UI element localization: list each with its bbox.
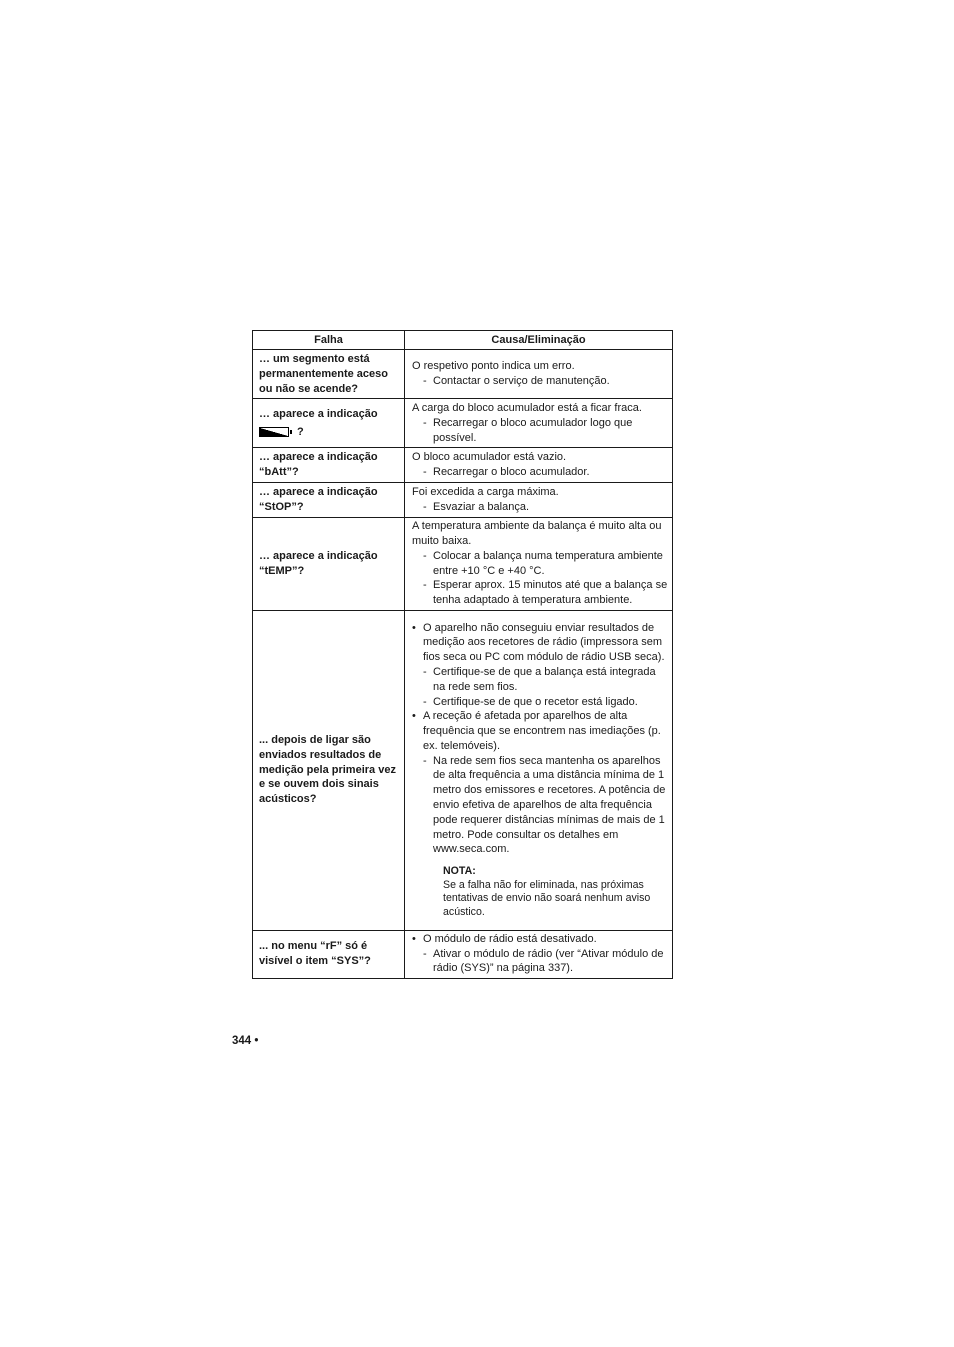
step-item: - Contactar o serviço de manutenção. [412, 374, 669, 389]
step-text: Recarregar o bloco acumulador logo que possível. [433, 416, 633, 444]
bullet-item: • A receção é afetada por aparelhos de alta frequência que se encontrem nas imediações (p. ex. telemóveis). [412, 709, 669, 753]
bullet-text: O aparelho não conseguiu enviar resultados de medição aos recetores de rádio (impressora sem fios seca ou PC com módulo de rádio USB seca). [423, 621, 665, 664]
step-text: Recarregar o bloco acumulador. [433, 466, 590, 479]
fault-suffix: ? [297, 426, 304, 439]
step-item: - Esvaziar a balança. [412, 500, 669, 515]
fault-cell: ... depois de ligar são enviados resultados de medição pela primeira vez e se ouvem dois sinais acústicos? [253, 610, 405, 930]
step-text: Colocar a balança numa temperatura ambiente entre +10 °C e +40 °C. [433, 549, 663, 577]
step-item: - Colocar a balança numa temperatura ambiente entre +10 °C e +40 °C. [412, 549, 669, 579]
step-text: Certifique-se de que a balança está integrada na rede sem fios. [433, 665, 656, 693]
table-row [253, 930, 673, 978]
step-text: Certifique-se de que o recetor está ligado. [433, 695, 638, 708]
cause-cell [405, 350, 673, 399]
battery-low-icon [259, 427, 289, 437]
cause-cell [405, 610, 673, 930]
note-text: Se a falha não for eliminada, nas próximas tentativas de envio não soará nenhum aviso acústico. [443, 878, 651, 919]
table-row [253, 399, 673, 448]
fault-cell: … um segmento está permanentemente aceso ou não se acende? [253, 350, 405, 399]
table-row [253, 350, 673, 399]
step-item: - Certifique-se de que a balança está integrada na rede sem fios. [412, 665, 669, 695]
cause-cell [405, 517, 673, 610]
note-title: NOTA: [443, 865, 476, 878]
bullet-text: O módulo de rádio está desativado. [423, 932, 597, 945]
table-row [253, 448, 673, 483]
header-fault: Falha [253, 331, 405, 350]
header-cause: Causa/Eliminação [405, 331, 673, 350]
step-item: - Ativar o módulo de rádio (ver “Ativar módulo de rádio (SYS)” na página 337). [412, 947, 669, 977]
cause-text: O respetivo ponto indica um erro. [412, 360, 575, 373]
cause-cell [405, 482, 673, 517]
note-block [412, 865, 669, 919]
fault-cell: … aparece a indicação “tEMP”? [253, 517, 405, 610]
step-text: Contactar o serviço de manutenção. [433, 375, 610, 388]
table-row [253, 610, 673, 930]
step-text: Na rede sem fios seca mantenha os aparelhos de alta frequência a uma distância mínima de 1 metro dos emissores e recetores. A potência de envio efetiva de aparelhos de alta frequência pode requerer distâncias mínimas de mais de 1 metro. Pode consultar os detalhes em www.seca.com. [433, 754, 666, 856]
cause-cell [405, 448, 673, 483]
table-row [253, 482, 673, 517]
cause-text: A carga do bloco acumulador está a ficar fraca. [412, 402, 642, 415]
step-item: - Certifique-se de que o recetor está ligado. [412, 695, 669, 710]
table-header-row [253, 331, 673, 350]
step-item: - Recarregar o bloco acumulador. [412, 465, 669, 480]
step-item: - Na rede sem fios seca mantenha os aparelhos de alta frequência a uma distância mínima de 1 metro dos emissores e recetores. A potência de envio efetiva de aparelhos de alta frequência pode requerer distâncias mínimas de mais de 1 metro. Pode consultar os detalhes em www.seca.com. [412, 754, 669, 858]
fault-cell [253, 399, 405, 448]
cause-text: O bloco acumulador está vazio. [412, 451, 567, 464]
cause-cell [405, 399, 673, 448]
table-row [253, 517, 673, 610]
bullet-text: A receção é afetada por aparelhos de alta frequência que se encontrem nas imediações (p. ex. telemóveis). [423, 710, 661, 752]
fault-text: … aparece a indicação [259, 407, 378, 420]
fault-cell: … aparece a indicação “StOP”? [253, 482, 405, 517]
cause-text: A temperatura ambiente da balança é muito alta ou muito baixa. [412, 520, 662, 547]
cause-cell [405, 930, 673, 978]
step-item: - Esperar aprox. 15 minutos até que a balança se tenha adaptado à temperatura ambiente. [423, 579, 668, 607]
cause-text: Foi excedida a carga máxima. [412, 485, 559, 498]
step-item: - Recarregar o bloco acumulador logo que possível. [412, 416, 669, 446]
fault-cell: ... no menu “rF” só é visível o item “SYS”? [253, 930, 405, 978]
page-number: 344 • [232, 1035, 259, 1047]
step-text: Ativar o módulo de rádio (ver “Ativar módulo de rádio (SYS)” na página 337). [433, 947, 664, 975]
fault-cell: … aparece a indicação “bAtt”? [253, 448, 405, 483]
step-text: Esvaziar a balança. [433, 500, 529, 513]
troubleshooting-table [252, 330, 673, 979]
bullet-item: • O aparelho não conseguiu enviar resultados de medição aos recetores de rádio (impressora sem fios seca ou PC com módulo de rádio USB seca). [412, 621, 669, 665]
step-text: Esperar aprox. 15 minutos até que a balança se tenha adaptado à temperatura ambiente. [433, 579, 668, 607]
bullet-item: • O módulo de rádio está desativado. [412, 932, 669, 947]
